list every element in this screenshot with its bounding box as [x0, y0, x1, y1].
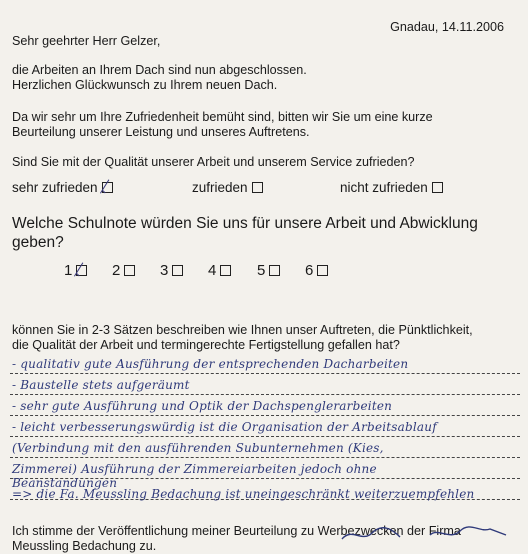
- handwritten-answer: - sehr gute Ausführung und Optik der Dachspenglerarbeiten: [12, 399, 393, 413]
- signature-scribble: [340, 523, 510, 549]
- grade-2[interactable]: [112, 262, 135, 280]
- grade-label: 1: [64, 262, 73, 279]
- grade-label: 6: [305, 262, 314, 279]
- checkbox-checked[interactable]: [76, 265, 87, 276]
- checkbox-checked[interactable]: [102, 182, 113, 193]
- grade-label: 5: [257, 262, 266, 279]
- answer-line-divider: [10, 394, 520, 395]
- intro-line-2: Herzlichen Glückwunsch zu Ihrem neuen Dach.: [12, 78, 278, 92]
- checkbox[interactable]: [269, 265, 280, 276]
- intro-line-1: die Arbeiten an Ihrem Dach sind nun abgeschlossen.: [12, 63, 307, 77]
- consent-line-1: Ich stimme der Veröffentlichung meiner Beurteilung zu Werbezwecken der Firma: [12, 524, 461, 538]
- q1-question: Sind Sie mit der Qualität unserer Arbeit und unserem Service zufrieden?: [12, 155, 415, 169]
- grade-label: 4: [208, 262, 217, 279]
- q2-question-line-2: geben?: [12, 234, 64, 251]
- salutation: Sehr geehrter Herr Gelzer,: [12, 34, 161, 48]
- option-label: nicht zufrieden: [340, 180, 428, 195]
- handwritten-answer: - leicht verbesserungswürdig ist die Organisation der Arbeitsablauf: [12, 420, 437, 434]
- consent-line-2: Meussling Bedachung zu.: [12, 539, 157, 553]
- option-label: sehr zufrieden: [12, 180, 98, 195]
- checkbox[interactable]: [252, 182, 263, 193]
- q1-option-satisfied[interactable]: [192, 180, 263, 195]
- q3-question-line-2: die Qualität der Arbeit und termingerechte Fertigstellung gefallen hat?: [12, 338, 400, 352]
- option-label: zufrieden: [192, 180, 248, 195]
- handwritten-answer: (Verbindung mit den ausführenden Subunternehmen (Kies,: [12, 441, 384, 455]
- handwritten-answer: - Baustelle stets aufgeräumt: [12, 378, 190, 392]
- place-date: Gnadau, 14.11.2006: [390, 20, 504, 34]
- checkbox[interactable]: [124, 265, 135, 276]
- q1-option-not-satisfied[interactable]: [340, 180, 443, 195]
- answer-line-divider: [10, 415, 520, 416]
- q2-question-line-1: Welche Schulnote würden Sie uns für unsere Arbeit und Abwicklung: [12, 215, 478, 232]
- grade-3[interactable]: [160, 262, 183, 280]
- grade-6[interactable]: [305, 262, 328, 280]
- signature-icon: [340, 523, 510, 545]
- handwritten-answer: Zimmerei) Ausführung der Zimmereiarbeiten jedoch ohne: [12, 462, 377, 476]
- checkbox[interactable]: [172, 265, 183, 276]
- grade-label: 3: [160, 262, 169, 279]
- handwritten-answer: Beanstandungen: [12, 476, 118, 490]
- handwritten-answer: => die Fa. Meussling Bedachung ist uneingeschränkt weiterzuempfehlen: [12, 487, 475, 501]
- checkbox[interactable]: [220, 265, 231, 276]
- grade-4[interactable]: [208, 262, 231, 280]
- answer-line-divider: [10, 373, 520, 374]
- grade-5[interactable]: [257, 262, 280, 280]
- q1-option-very-satisfied[interactable]: [12, 180, 113, 195]
- q3-question-line-1: können Sie in 2-3 Sätzen beschreiben wie Ihnen unser Auftreten, die Pünktlichkeit,: [12, 323, 473, 337]
- checkbox[interactable]: [317, 265, 328, 276]
- request-line-2: Beurteilung unserer Leistung und unseres Auftretens.: [12, 125, 310, 139]
- handwritten-answer: - qualitativ gute Ausführung der entsprechenden Dacharbeiten: [12, 357, 409, 371]
- grade-label: 2: [112, 262, 121, 279]
- answer-line-divider: [10, 436, 520, 437]
- answer-line-divider: [10, 457, 520, 458]
- request-line-1: Da wir sehr um Ihre Zufriedenheit bemüht sind, bitten wir Sie um eine kurze: [12, 110, 433, 124]
- grade-1[interactable]: [64, 262, 87, 280]
- checkbox[interactable]: [432, 182, 443, 193]
